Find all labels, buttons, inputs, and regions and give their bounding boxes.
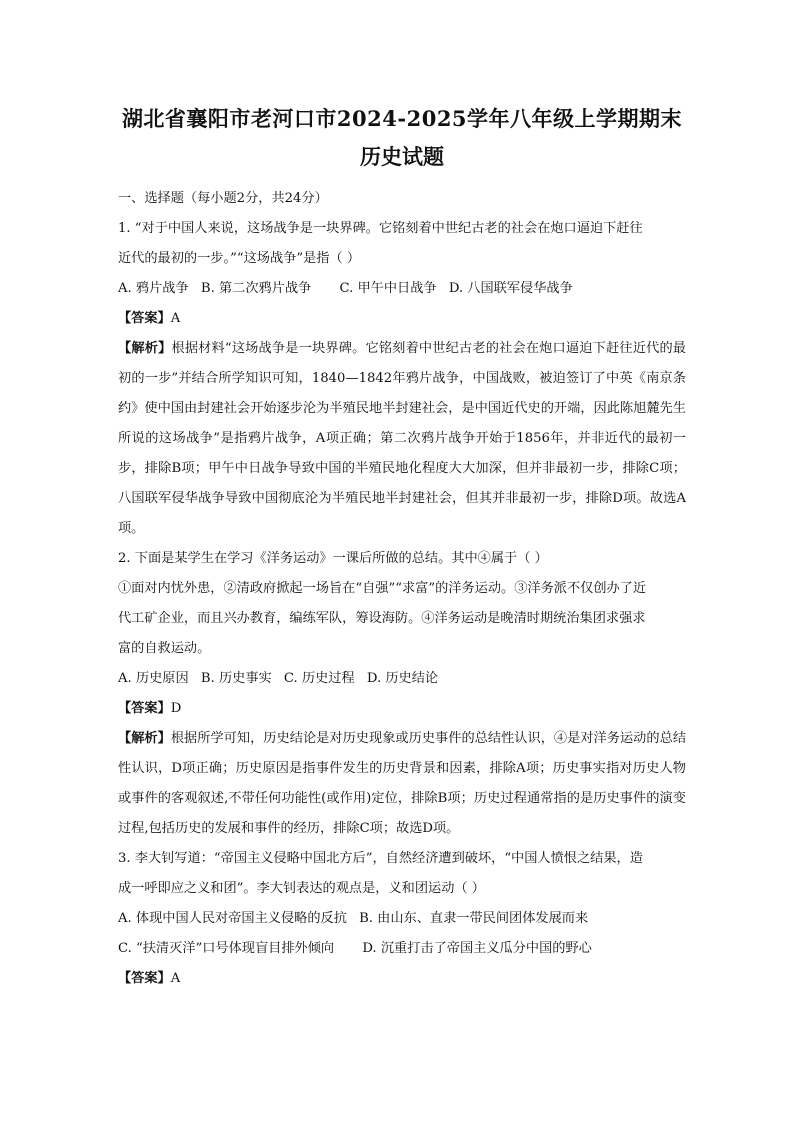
question-2-analysis-text: 根据所学可知，历史结论是对历史现象或历史事件的总结性认识，④是对洋务运动的总结性认识，D项正确；历史原因是指事件发生的历史背景和因素，排除A项；历史事实指对历史人物或事件的客观叙述,不带任何功能性(或作用)定位，排除B项；历史过程通常指的是历史事件的演变过程,包括历史的发展和事件的经历，排除C项；故选D项。 bbox=[118, 731, 687, 836]
analysis-label: 【解析】 bbox=[118, 341, 172, 356]
answer-label: 【答案】 bbox=[118, 701, 171, 716]
question-1-stem-line-1: 1. “对于中国人来说，这场战争是一块界碑。它铭刻着中世纪古老的社会在炮口逼迫下赶往 bbox=[118, 221, 643, 236]
question-1-option-c: C. 甲午中日战争 bbox=[339, 281, 437, 296]
question-1-stem-line-2: 近代的最初的一步。”“这场战争”是指（ ） bbox=[118, 251, 361, 266]
question-3 bbox=[118, 844, 686, 994]
question-2-answer bbox=[118, 694, 686, 724]
question-3-stem-line-2: 成一呼即应之义和团”。李大钊表达的观点是，义和团运动（ ） bbox=[118, 881, 485, 896]
question-2-option-a: A. 历史原因 bbox=[118, 671, 189, 686]
question-2-option-c: C. 历史过程 bbox=[283, 671, 355, 686]
question-2-option-d: D. 历史结论 bbox=[366, 671, 439, 686]
question-2 bbox=[118, 544, 686, 844]
analysis-label: 【解析】 bbox=[118, 731, 171, 746]
question-1-answer bbox=[118, 304, 686, 334]
question-3-option-d: D. 沉重打击了帝国主义瓜分中国的野心 bbox=[362, 941, 592, 956]
question-3-option-a: A. 体现中国人民对帝国主义侵略的反抗 bbox=[118, 911, 347, 926]
question-2-answer-value: D bbox=[170, 701, 182, 716]
question-2-stem-line-3: 代工矿企业，而且兴办教育，编练军队，筹设海防。④洋务运动是晚清时期统治集团求强求 bbox=[118, 611, 646, 626]
question-1-analysis bbox=[118, 334, 686, 544]
answer-label: 【答案】 bbox=[118, 971, 171, 986]
question-2-options bbox=[118, 664, 686, 694]
document-title: 湖北省襄阳市老河口市2024-2025学年八年级上学期期末 bbox=[121, 106, 683, 131]
section-heading: 一、选择题（每小题2分，共24分） bbox=[118, 191, 328, 206]
question-1-option-b: B. 第二次鸦片战争 bbox=[200, 281, 312, 296]
question-2-stem-line-2: ①面对内忧外患，②清政府掀起一场旨在“自强”“求富”的洋务运动。③洋务派不仅创办了近 bbox=[118, 581, 647, 596]
question-3-option-c: C. “扶清灭洋”口号体现盲目排外倾向 bbox=[118, 941, 335, 956]
answer-label: 【答案】 bbox=[118, 311, 171, 326]
question-2-analysis bbox=[118, 724, 686, 844]
question-1-answer-value: A bbox=[170, 311, 181, 326]
question-3-answer-value: A bbox=[170, 971, 181, 986]
question-1-analysis-text: 根据材料“这场战争是一块界碑。它铭刻着中世纪古老的社会在炮口逼迫下赶往近代的最初的一步”并结合所学知识可知，1840—1842年鸦片战争，中国战败，被迫签订了中英《南京条约》使中国由封建社会开始逐步沦为半殖民地半封建社会，是中国近代史的开端，因此陈旭麓先生所说的这场战争”是指鸦片战争，A项正确；第二次鸦片战争开始于1856年，并非近代的最初一步，排除B项；甲午中日战争导致中国的半殖民地化程度大大加深，但并非最初一步，排除C项；八国联军侵华战争导致中国彻底沦为半殖民地半封建社会，但其并非最初一步，排除D项。故选A项。 bbox=[118, 341, 686, 536]
question-2-option-b: B. 历史事实 bbox=[200, 671, 272, 686]
question-3-stem-line-1: 3. 李大钊写道：“帝国主义侵略中国北方后”，自然经济遭到破坏，“中国人愤恨之结果，造 bbox=[118, 851, 643, 866]
question-1-option-d: D. 八国联军侵华战争 bbox=[448, 281, 573, 296]
document-subtitle: 历史试题 bbox=[360, 144, 444, 169]
question-3-options-row-2 bbox=[118, 934, 686, 964]
question-2-stem-line-4: 富的自救运动。 bbox=[118, 641, 211, 656]
exam-page bbox=[118, 100, 686, 994]
question-3-options-row-1 bbox=[118, 904, 686, 934]
question-1-options bbox=[118, 274, 686, 304]
question-1-option-a: A. 鸦片战争 bbox=[118, 281, 189, 296]
question-3-option-b: B. 由山东、直隶一带民间团体发展而来 bbox=[359, 911, 589, 926]
question-2-stem-line-1: 2. 下面是某学生在学习《洋务运动》一课后所做的总结。其中④属于（ ） bbox=[118, 551, 548, 566]
question-3-answer bbox=[118, 964, 686, 994]
question-1 bbox=[118, 214, 686, 544]
